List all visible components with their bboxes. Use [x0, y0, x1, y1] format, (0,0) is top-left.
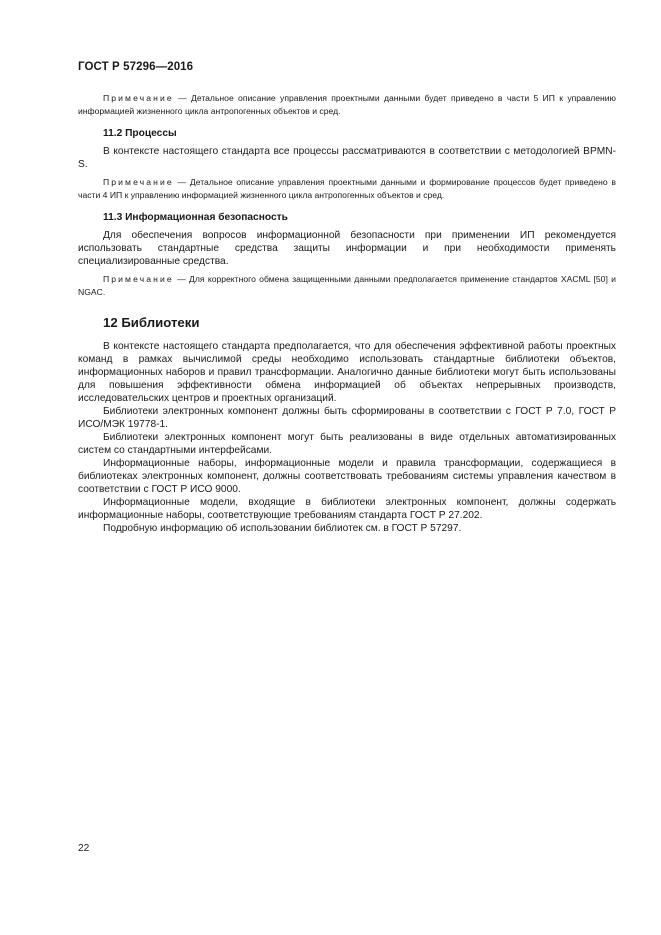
document-header: ГОСТ Р 57296—2016 [78, 61, 194, 73]
paragraph-libraries-3: Библиотеки электронных компонент могут быть реализованы в виде отдельных автоматизированных систем со стандартными интерфейсами. [78, 431, 616, 456]
heading-11-3: 11.3 Информационная безопасность [103, 212, 288, 224]
note-label: Примечание [103, 177, 174, 188]
note-project-data [78, 92, 616, 117]
paragraph-security: Для обеспечения вопросов информационной безопасности при применении ИП рекомендуется использовать стандартные средства защиты информации и при необходимости применять специализированные средства. [78, 230, 616, 268]
paragraph-processes: В контексте настоящего стандарта все процессы рассматриваются в соответствии с методологией BPMN-S. [78, 146, 616, 171]
note-label: Примечание [103, 93, 174, 103]
heading-12: 12 Библиотеки [103, 314, 200, 330]
paragraph-libraries-5: Информационные модели, входящие в библиотеки электронных компонент, должны содержать информационные наборы, соответствующие требованиям стандарта ГОСТ Р 27.202. [78, 496, 616, 521]
paragraph-libraries-6: Подробную информацию об использовании библиотек см. в ГОСТ Р 57297. [103, 522, 462, 534]
paragraph-libraries-2: Библиотеки электронных компонент должны быть сформированы в соответствии с ГОСТ Р 7.0, ГОСТ Р ИСО/МЭК 19778-1. [78, 405, 616, 430]
note-processes [78, 176, 616, 201]
heading-11-2: 11.2 Процессы [103, 128, 177, 140]
paragraph-libraries-1: В контексте настоящего стандарта предполагается, что для обеспечения эффективной работы проектных команд в рамках вычислимой среды необходимо использовать стандартные библиотеки объектов, информационных наборов и правил трансформации. Аналогично данные библиотеки могут быть использованы для повышения эффективности обмена информацией об объектах непрерывных производств, исследовательских центров и проектных организаций. [78, 340, 616, 404]
note-security [78, 273, 616, 298]
page-number: 22 [78, 843, 90, 854]
note-text: — Детальное описание управления проектными данными будет приведено в части 5 ИП к управлению информацией жизненного цикла антропогенных объектов и сред. [78, 93, 616, 116]
note-text: — Для корректного обмена защищенными данными предполагается применение стандартов XACML [50] и NGAC. [78, 274, 616, 297]
paragraph-libraries-4: Информационные наборы, информационные модели и правила трансформации, содержащиеся в библиотеках электронных компонент, должны соответствовать требованиям системы управления качеством в соответствии с ГОСТ Р ИСО 9000. [78, 457, 616, 495]
note-text: — Детальное описание управления проектными данными и формирование процессов будет приведено в части 4 ИП к управлению информацией жизненного цикла антропогенных объектов и сред. [78, 177, 616, 200]
page-content [78, 92, 616, 535]
note-label: Примечание [103, 274, 174, 285]
